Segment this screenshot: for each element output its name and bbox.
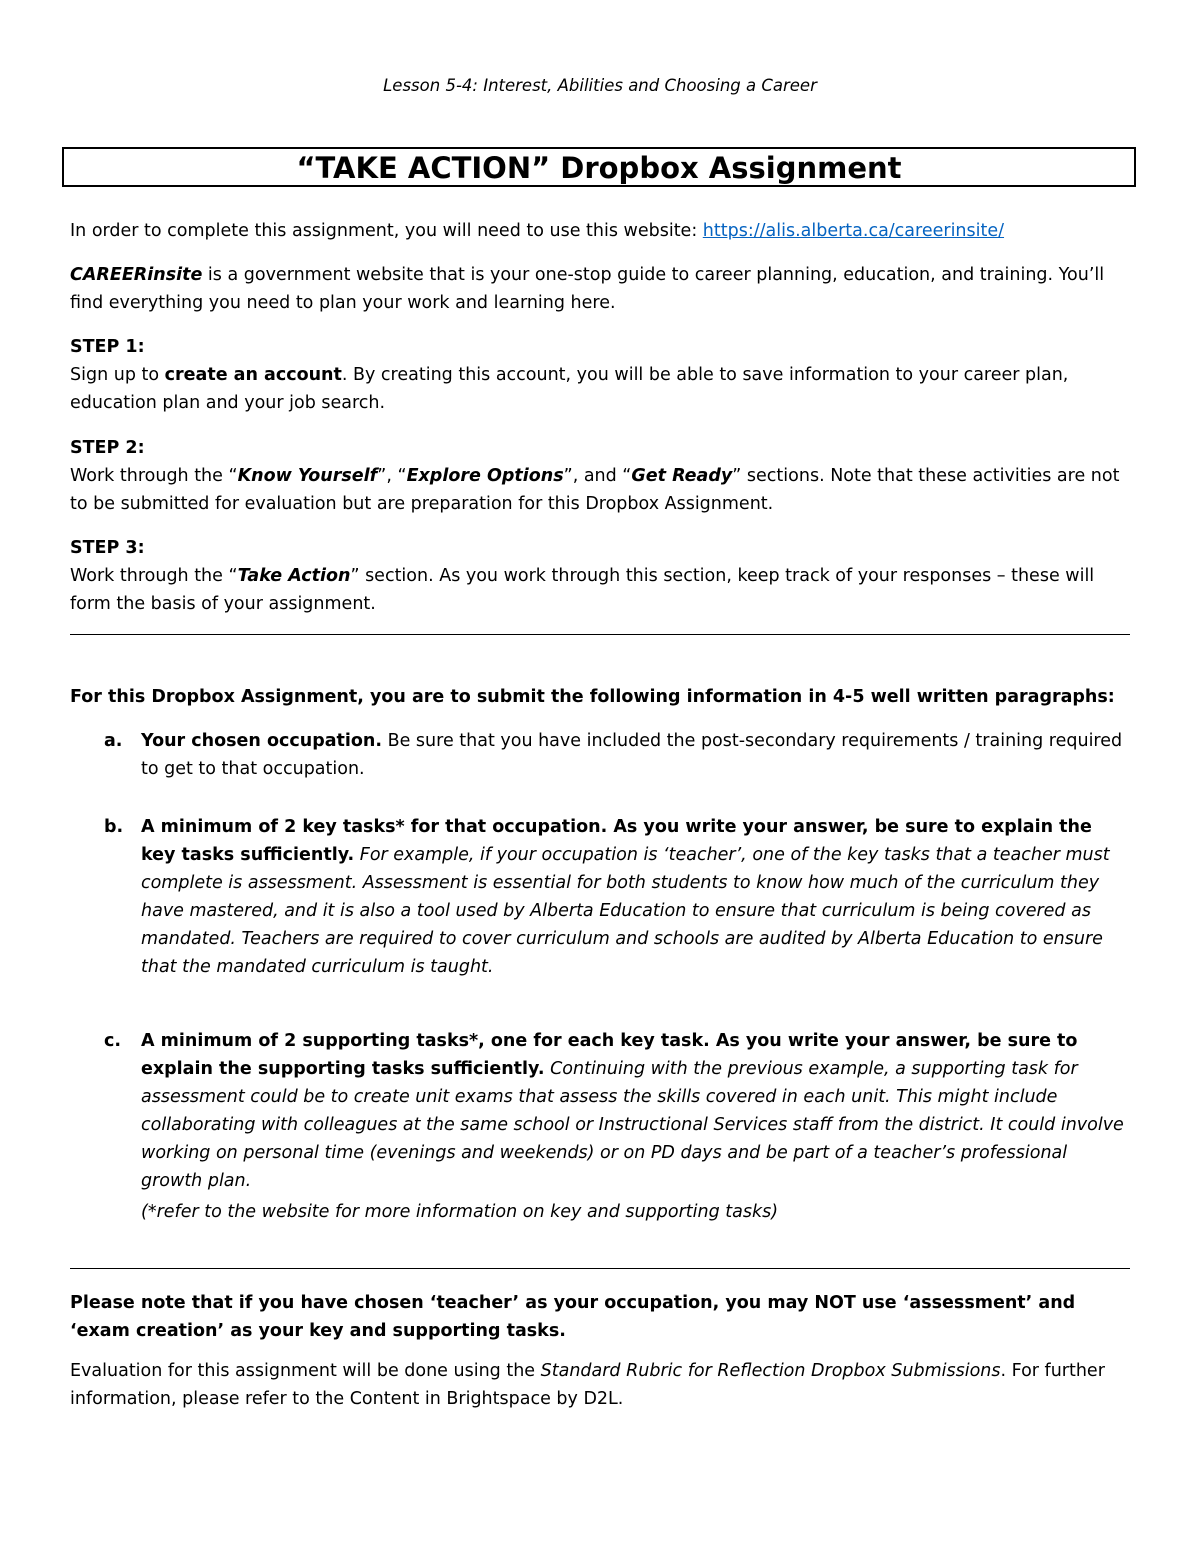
page-title: “TAKE ACTION” Dropbox Assignment [62, 147, 1136, 187]
list-item-bold: A minimum of 2 key tasks* for that occupation. As you write your answer, be sure to explain the key tasks sufficiently. [141, 817, 1092, 865]
step1-bold: create an account [164, 365, 342, 385]
step1-label: STEP 1: [70, 337, 145, 357]
step3-take-action: Take Action [237, 566, 351, 586]
list-item-italic: Continuing with the previous example, a supporting task for assessment could be to create unit exams that assess the skills covered in each unit. This might include collaborating with colleagues at the same school or Instructional Services staff from the district. It could involve working on personal time (evenings and weekends) or on PD days and be part of a teacher’s professional growth plan. [141, 1059, 1124, 1191]
intro-text: In order to complete this assignment, you will need to use this website: [70, 221, 703, 241]
step1-section [70, 333, 1132, 417]
evaluation-paragraph [70, 1357, 1132, 1413]
list-item-text: Be sure that you have included the post-secondary requirements / training required to get to that occupation. [141, 731, 1123, 779]
step1-text-post: . By creating this account, you will be able to save information to your career plan, education plan and your job search. [70, 365, 1069, 413]
instructions: For this Dropbox Assignment, you are to submit the following information in 4-5 well written paragraphs: [70, 687, 1115, 707]
step2-know-yourself: Know Yourself [237, 466, 378, 486]
page-header: Lesson 5-4: Interest, Abilities and Choosing a Career [383, 76, 817, 95]
list-item-body [141, 813, 1124, 981]
step3-text-2: ” section. As you work through this section, keep track of your responses – these will form the basis of your assignment. [70, 566, 1095, 614]
divider [70, 634, 1130, 635]
step3-section [70, 534, 1132, 618]
evaluation-text-post: . For further information, please refer to the Content in Brightspace by D2L. [70, 1361, 1105, 1409]
step2-explore-options: Explore Options [406, 466, 564, 486]
list-item-b [104, 813, 1124, 981]
careerinsite-name: CAREERinsite [70, 265, 203, 285]
step2-section [70, 434, 1132, 518]
step2-text-2: ”, “ [377, 466, 407, 486]
intro-paragraph [70, 217, 1132, 245]
careerinsite-text: is a government website that is your one-stop guide to career planning, education, and training. You’ll find everything you need to plan your work and learning here. [70, 265, 1105, 313]
rubric-name: Standard Rubric for Reflection Dropbox Submissions [540, 1361, 1001, 1381]
list-letter: a. [104, 731, 123, 751]
step2-text-4: ” sections. Note that these activities are not to be submitted for evaluation but are preparation for this Dropbox Assignment. [70, 466, 1120, 514]
list-letter: b. [104, 817, 124, 837]
list-letter: c. [104, 1031, 122, 1051]
list-item-bold: A minimum of 2 supporting tasks*, one for each key task. As you write your answer, be sure to explain the supporting tasks sufficiently. [141, 1031, 1078, 1079]
careerinsite-link[interactable]: https://alis.alberta.ca/careerinsite/ [702, 221, 1005, 241]
step1-text-pre: Sign up to [70, 365, 165, 385]
step2-text-1: Work through the “ [70, 466, 238, 486]
evaluation-text-pre: Evaluation for this assignment will be done using the [70, 1361, 541, 1381]
footnote: (*refer to the website for more information on key and supporting tasks) [141, 1202, 779, 1222]
list-item-bold: Your chosen occupation. [141, 731, 383, 751]
list-item-body [141, 1027, 1124, 1195]
careerinsite-paragraph [70, 261, 1132, 317]
step2-text-3: ”, and “ [563, 466, 632, 486]
divider [70, 1268, 1130, 1269]
teacher-note: Please note that if you have chosen ‘teacher’ as your occupation, you may NOT use ‘assessment’ and ‘exam creation’ as your key and supporting tasks. [70, 1293, 1076, 1341]
list-item-a [104, 727, 1124, 783]
step3-text-1: Work through the “ [70, 566, 238, 586]
list-item-italic: For example, if your occupation is ‘teacher’, one of the key tasks that a teacher must complete is assessment. Assessment is essential for both students to know how much of the curriculum they have mastered, and it is also a tool used by Alberta Education to ensure that curriculum is being covered as mandated. Teachers are required to cover curriculum and schools are audited by Alberta Education to ensure that the mandated curriculum is taught. [141, 845, 1110, 977]
list-item-c [104, 1027, 1124, 1195]
step2-label: STEP 2: [70, 438, 145, 458]
step3-label: STEP 3: [70, 538, 145, 558]
list-item-body [141, 727, 1124, 783]
step2-get-ready: Get Ready [631, 466, 733, 486]
